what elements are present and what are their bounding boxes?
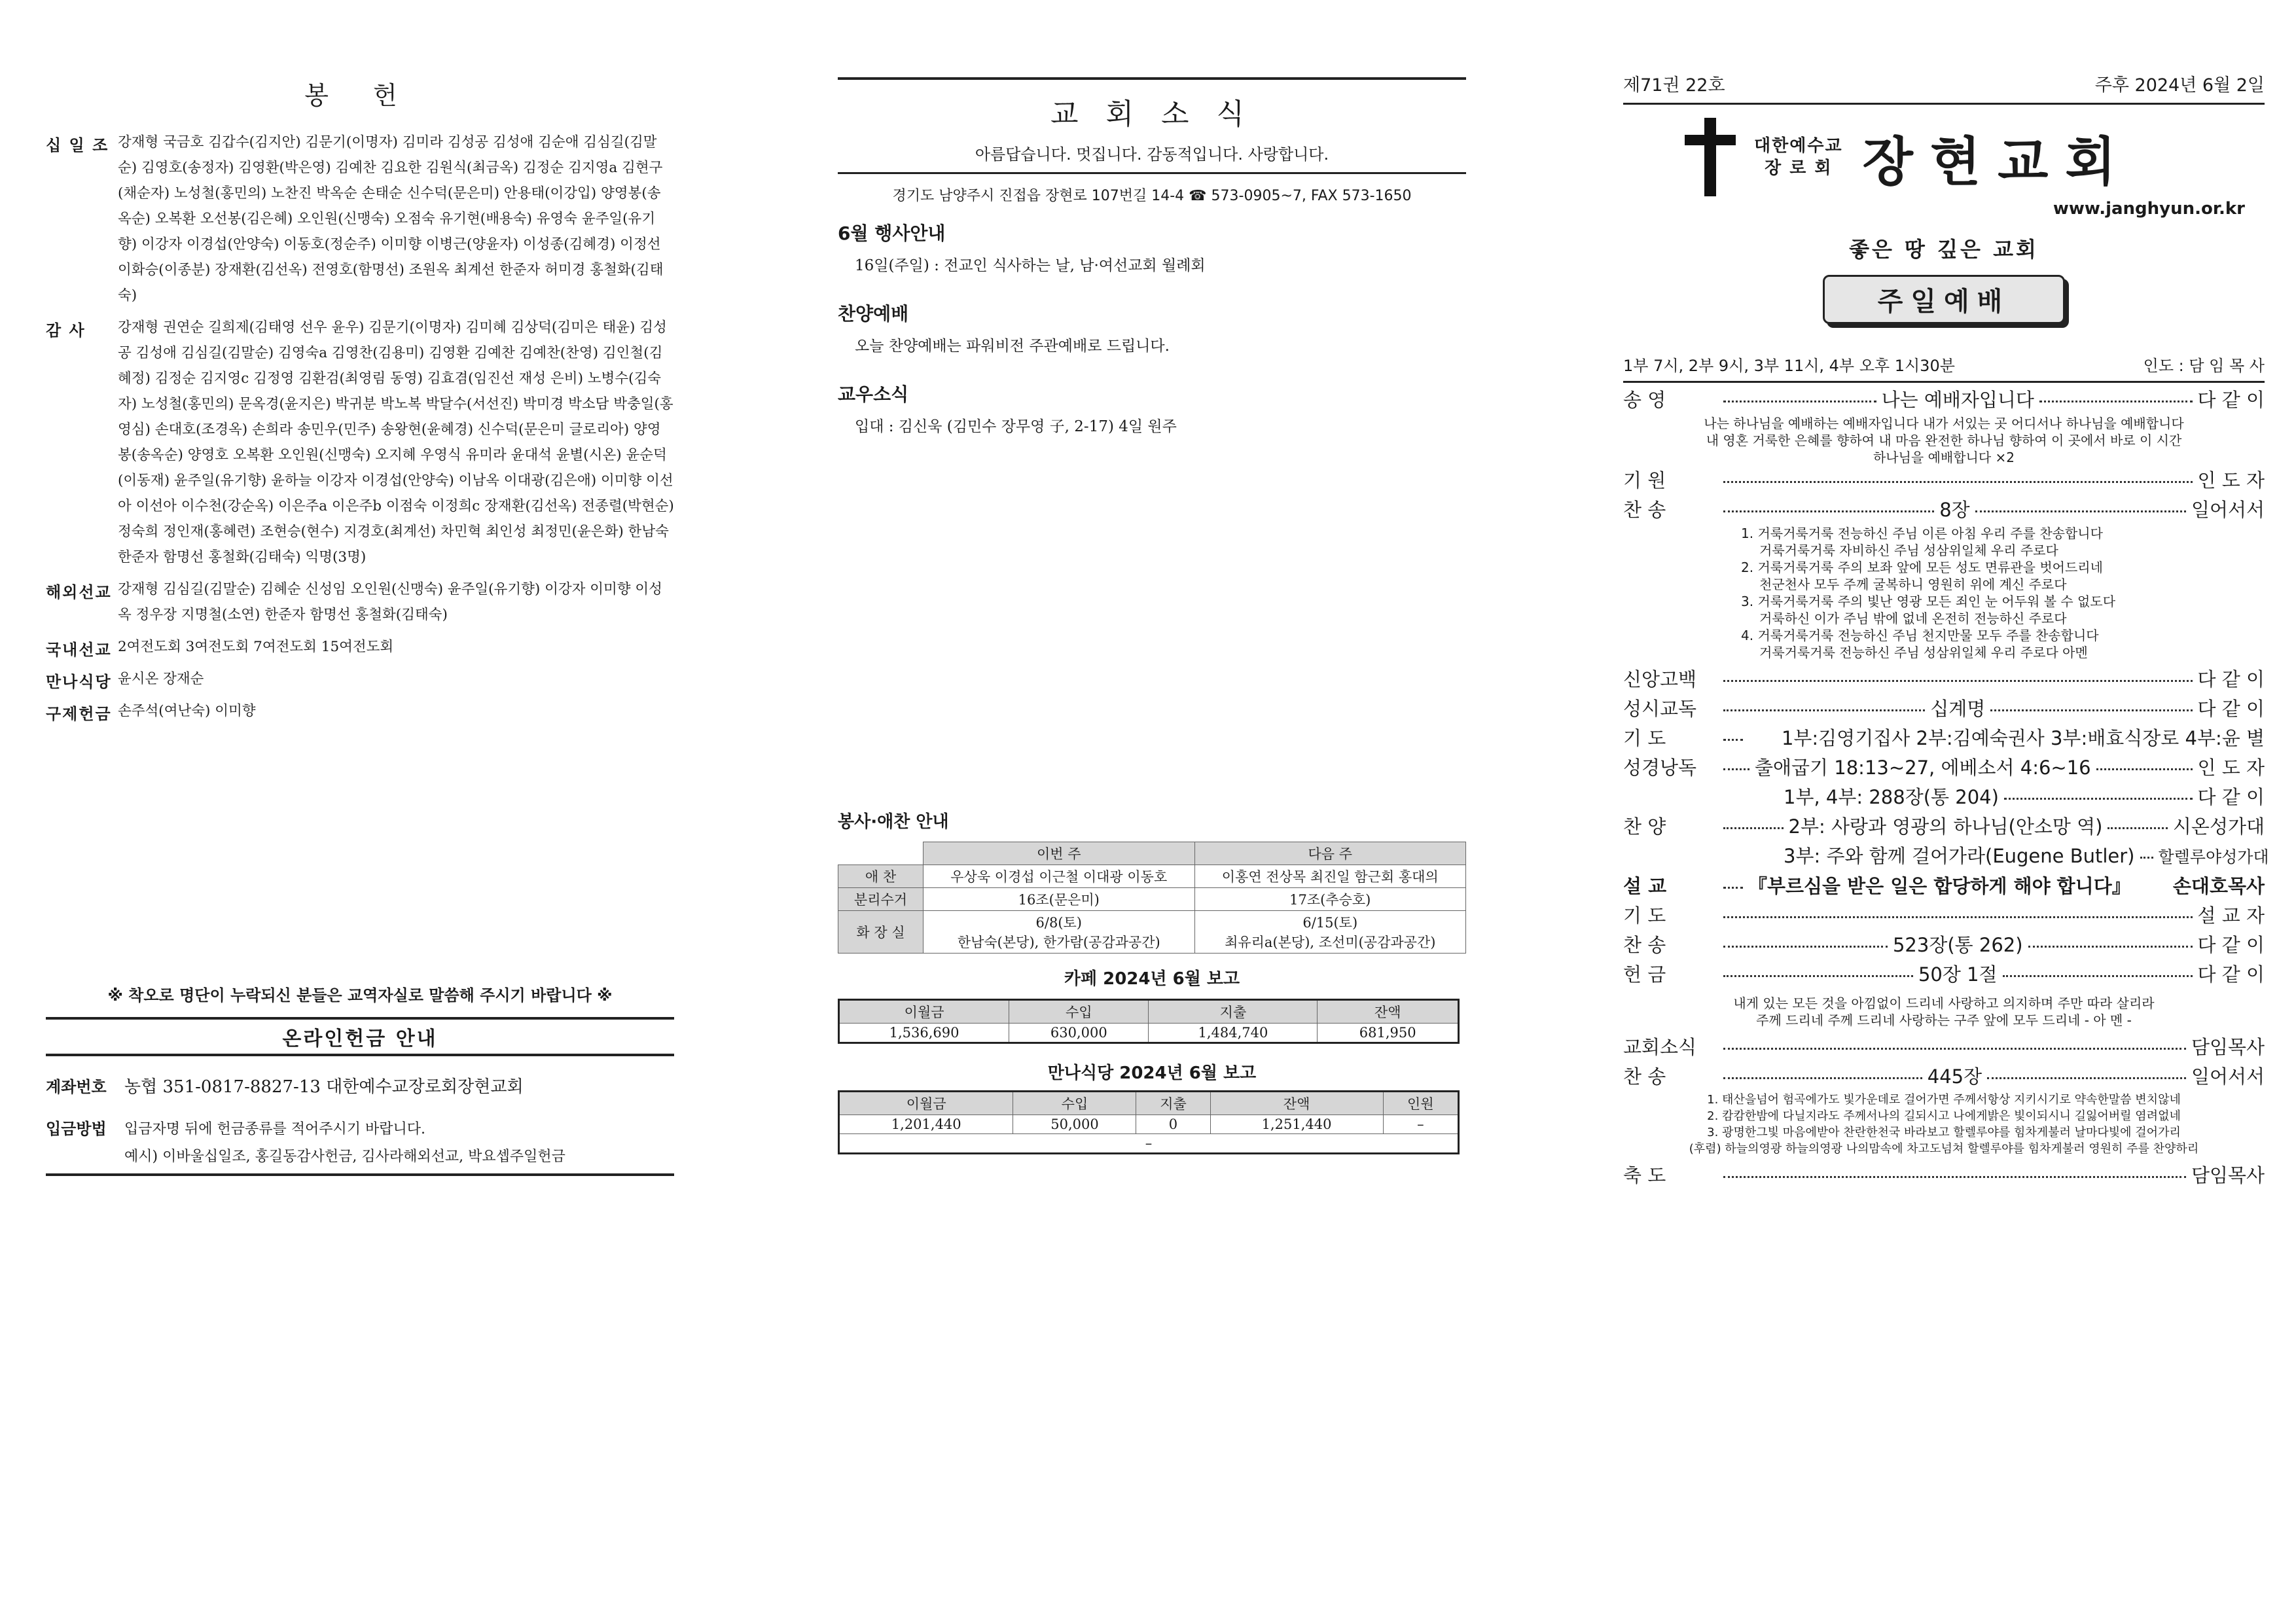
- offering-tithe: [46, 130, 674, 308]
- order-label: 설 교: [1623, 875, 1667, 897]
- col-header: 수입: [1013, 1092, 1136, 1115]
- cell-date: 6/15(토): [1302, 915, 1358, 931]
- offering-label: 구제헌금: [46, 705, 112, 723]
- worship-column: [1623, 0, 2269, 1190]
- order-label: 헌 금: [1623, 963, 1666, 986]
- offering-label: 해외선교: [46, 583, 112, 601]
- lyrics-line: 2. 캄캄한밤에 다닐지라도 주께서나의 길되시고 나에게밝은 빛이되시니 길잃어버릴 염려없네: [1707, 1109, 2181, 1123]
- order-item: [1623, 901, 2265, 931]
- divider: [1623, 103, 2265, 105]
- worship-title: 주일예배: [1823, 275, 2065, 324]
- members-heading: 교우소식: [838, 383, 909, 405]
- offering-names: 강재형 국금호 김갑수(김지안) 김문기(이명자) 김미라 김성공 김성애 김순애 김심길(김말순) 김영호(송정자) 김영환(박은영) 김예찬 김요한 김원식(최금옥) 김정순 김지영a 김현구(채순자) 노성철(홍민의) 노찬진 박옥순 손태순 신수덕(문은미) 안용태(이강입) 양영봉(송옥순) 오복환 오선봉(김은혜) 오인원(신맹숙) 오점숙 유기현(배용숙) 유영숙 윤주일(유기향) 이강자 이경섭(안양숙) 이동호(정순주) 이미향 이병근(양윤자) 이성종(김혜경) 이정선 이화승(이종분) 장재환(김선옥) 전영호(함명선) 조원옥 최계선 한준자 허미경 홍철화(김태숙): [118, 134, 664, 304]
- order-label: 송 영: [1623, 389, 1666, 411]
- issue-header: [1623, 71, 2265, 96]
- offering-domestic: [46, 634, 674, 660]
- table-cell: 681,950: [1318, 1024, 1459, 1043]
- denomination: [1754, 135, 1843, 179]
- divider: [838, 172, 1466, 174]
- service-times-row: [1623, 353, 2265, 376]
- offering-manna: [46, 666, 674, 692]
- table-cell: 1,201,440: [839, 1115, 1013, 1134]
- order-who: 다 같 이: [2197, 698, 2265, 720]
- manna-report-table: [838, 1090, 1460, 1154]
- church-name: 장현교회: [1862, 130, 2133, 192]
- praise-heading: 찬양예배: [838, 303, 909, 325]
- issue-date: 주후 2024년 6월 2일: [2094, 75, 2265, 96]
- omission-notice: ※ 착오로 명단이 누락되신 분들은 교역자실로 말씀해 주시기 바랍니다 ※: [107, 986, 613, 1005]
- order-item: [1623, 665, 2265, 694]
- order-item: [1623, 842, 2269, 872]
- order-label: 기 원: [1623, 469, 1666, 491]
- sermon-title: 『부르심을 받은 일은 합당하게 해야 합니다』: [1748, 875, 2131, 897]
- order-item: [1623, 466, 2265, 495]
- cross-icon: [1676, 118, 1748, 196]
- order-title: 3부: 주와 함께 걸어가라(Eugene Butler): [1784, 845, 2135, 867]
- lyrics-line: 2. 거룩거룩거룩 주의 보좌 앞에 모든 성도 면류관을 벗어드리네: [1741, 560, 2103, 575]
- lyrics-line: 3. 거룩거룩거룩 주의 빛난 영광 모든 죄인 눈 어두워 볼 수 없도다: [1741, 594, 2116, 609]
- order-item: [1623, 931, 2265, 960]
- order-item: [1623, 960, 2265, 990]
- cafe-report-table: [838, 999, 1460, 1044]
- deposit-method-label: 입금방법: [46, 1120, 107, 1138]
- news-title: 교 회 소 식: [1050, 98, 1253, 131]
- cell-names: 한남숙(본당), 한가람(공감과공간): [957, 935, 1160, 950]
- cafe-report-title: 카페 2024년 6월 보고: [1064, 969, 1240, 989]
- order-who: 인 도 자: [2197, 469, 2265, 491]
- order-title: 1부, 4부: 288장(통 204): [1784, 786, 1999, 808]
- offering-list: [46, 130, 674, 724]
- events-body: 16일(주일) : 전교인 식사하는 날, 남·여선교회 월례회: [855, 257, 1206, 274]
- order-label: 교회소식: [1623, 1036, 1697, 1058]
- table-cell: 630,000: [1009, 1024, 1149, 1043]
- offering-names: 손주석(여난숙) 이미향: [118, 703, 256, 719]
- divider: [838, 77, 1466, 80]
- offering-label: 만나식당: [46, 673, 112, 691]
- order-title: 십계명: [1930, 698, 1986, 720]
- offering-title: 봉 헌: [304, 81, 416, 110]
- service-times: 1부 7시, 2부 9시, 3부 11시, 4부 오후 1시30분: [1623, 357, 1955, 375]
- denomination-line: 장 로 회: [1765, 158, 1833, 178]
- lyrics-line: 내 영혼 거룩한 은혜를 향하여 내 마음 완전한 하나님 향하여 이 곳에서 바로 이 시간: [1706, 433, 2182, 448]
- col-header: 지출: [1149, 1000, 1318, 1024]
- order-who: 일어서서: [2191, 499, 2265, 521]
- table-cell: [924, 911, 1195, 954]
- order-of-worship: [1623, 385, 2269, 1190]
- lyrics-line: 천군천사 모두 주께 굴복하니 영원히 위에 계신 주로다: [1759, 577, 2067, 592]
- row-label: 분리수거: [838, 888, 924, 911]
- lyrics-line: 3. 광명한그빛 마음에받아 찬란한천국 바라보고 할렐루야를 힘차게불러 날마다빛에 걸어가리: [1707, 1126, 2181, 1139]
- deposit-method-example: 예시) 이바울십일조, 홍길동감사헌금, 김사라해외선교, 박요셉주일헌금: [124, 1149, 565, 1165]
- offering-overseas: [46, 577, 674, 628]
- order-title: 445장: [1927, 1065, 1982, 1088]
- order-title: 출애굽기 18:13~27, 에베소서 4:6~16: [1755, 757, 2091, 779]
- order-item: [1623, 385, 2265, 415]
- manna-report-title: 만나식당 2024년 6월 보고: [1047, 1063, 1257, 1083]
- service-title: 봉사·애찬 안내: [838, 812, 949, 832]
- order-title: 2부: 사랑과 영광의 하나님(안소망 역): [1788, 815, 2103, 838]
- lyrics-line: 1. 거룩거룩거룩 전능하신 주님 이른 아침 우리 주를 찬송합니다: [1741, 526, 2103, 541]
- order-item: [1623, 783, 2265, 812]
- order-who: 담임목사: [2191, 1164, 2265, 1186]
- row-label: 화 장 실: [838, 911, 924, 954]
- order-who: 다 같 이: [2197, 963, 2265, 986]
- order-label: 찬 송: [1623, 934, 1666, 956]
- col-header: 잔액: [1318, 1000, 1459, 1024]
- divider: [1623, 381, 2265, 383]
- col-next-week: 다음 주: [1194, 842, 1466, 865]
- table-cell: 1,484,740: [1149, 1024, 1318, 1043]
- order-title: 8장: [1939, 499, 1970, 521]
- offering-thanks: [46, 315, 674, 570]
- volume-number: 제71권 22호: [1623, 75, 1725, 96]
- order-label: 축 도: [1623, 1164, 1666, 1186]
- order-item: [1623, 1161, 2265, 1190]
- cell-names: 최유리a(본당), 조선미(공감과공간): [1225, 935, 1436, 950]
- church-logo: [1623, 118, 2265, 196]
- col-header: 이월금: [839, 1092, 1013, 1115]
- order-who: 다 같 이: [2197, 668, 2265, 690]
- order-item: [1623, 724, 2265, 753]
- offering-names: 강재형 김심길(김말순) 김혜순 신성임 오인원(신맹숙) 윤주일(유기향) 이강자 이미향 이성옥 정우장 지명철(소연) 한준자 함명선 홍철화(김태숙): [118, 581, 662, 623]
- lyrics-line: (후렴) 하늘의영광 하늘의영광 나의맘속에 차고도넘쳐 할렐루야를 힘차게불러 영원히 주를 찬양하리: [1689, 1142, 2199, 1156]
- deposit-method-text: [124, 1116, 565, 1171]
- lyrics-line: 내게 있는 모든 것을 아낌없이 드리네 사랑하고 의지하며 주만 따라 살리라: [1733, 995, 2155, 1011]
- account-number: 농협 351-0817-8827-13 대한예수교장로회장현교회: [124, 1077, 524, 1097]
- col-header: 인원: [1383, 1092, 1458, 1115]
- order-label: 찬 송: [1623, 499, 1666, 521]
- order-label: 성경낭독: [1623, 757, 1697, 779]
- church-address: 경기도 남양주시 진접읍 장현로 107번길 14-4 ☎ 573-0905~7, FAX 573-1650: [892, 188, 1412, 204]
- offering-names: 강재형 권연순 길희제(김태영 선우 윤우) 김문기(이명자) 김미혜 김상덕(김미은 태윤) 김성공 김성애 김심길(김말순) 김영숙a 김영찬(김용미) 김영환 김예찬 김예찬(찬영) 김인철(김혜정) 김정순 김지영c 김정영 김환검(최영림 동영) 김효겸(임진선 재성 은비) 노병수(김숙자) 노성철(홍민의) 문옥경(윤지은) 박귀분 박노복 박달수(서선진) 박미경 박소담 박충일(홍영심) 손대호(조경옥) 손희라 송민우(민주) 송왕현(윤혜경) 신수덕(문은미 글로리아) 양영봉(송옥순) 양영호 오복환 오인원(신맹숙) 오지혜 우영식 유미라 윤대석 윤별(시온) 윤순덕(이동재) 윤주일(유기향) 윤하늘 이강자 이경섭(안양숙) 이남옥 이대광(김은애) 이미향 이선아 이선아 이수천(강순옥) 이은주a 이은주b 이점숙 이정희c 장재환(김선옥) 전종렬(박현순) 정숙희 정인재(홍혜련) 조현승(현수) 지경호(최계선) 차민혁 최인성 최정민(윤은화) 한남숙 한준자 함명선 홍철화(김태숙) 익명(3명): [118, 319, 674, 565]
- divider: [46, 1173, 674, 1176]
- online-offering-title: 온라인헌금 안내: [46, 1017, 674, 1056]
- lyrics-line: 거룩거룩거룩 전능하신 주님 성삼위일체 우리 주로다 아멘: [1759, 645, 2088, 660]
- order-item: [1623, 1033, 2265, 1062]
- table-cell: 16조(문은미): [924, 888, 1195, 911]
- service-section: [838, 808, 1466, 1154]
- order-item: [1623, 1062, 2265, 1092]
- table-cell: [1194, 911, 1466, 954]
- lyrics-line: 주께 드리네 주께 드리네 사랑하는 구주 앞에 모두 드리네 - 아 멘 -: [1756, 1012, 2132, 1028]
- order-label: 성시교독: [1623, 698, 1697, 720]
- order-item: [1623, 812, 2265, 842]
- offering-column: [46, 0, 674, 1176]
- table-cell: 50,000: [1013, 1115, 1136, 1134]
- church-url: www.janghyun.or.kr: [2053, 199, 2245, 219]
- lyrics-line: 1. 태산을넘어 험곡에가도 빛가운데로 걸어가면 주께서항상 지키시기로 약속한말씀 변치않네: [1707, 1093, 2181, 1107]
- order-label: 찬 양: [1623, 815, 1666, 838]
- order-who: 설 교 자: [2197, 904, 2265, 927]
- praise-body: 오늘 찬양예배는 파워비전 주관예배로 드립니다.: [855, 338, 1170, 355]
- order-who: 다 같 이: [2197, 786, 2265, 808]
- service-table: [838, 842, 1466, 954]
- order-item: [1623, 495, 2265, 525]
- table-cell: 1,251,440: [1210, 1115, 1383, 1134]
- order-title: 50장 1절: [1918, 963, 1998, 986]
- offering-relief: [46, 698, 674, 724]
- worship-leader: 인도 : 담 임 목 사: [2143, 357, 2265, 375]
- offering-label: 감 사: [46, 321, 86, 340]
- offering-label: 십 일 조: [46, 136, 109, 154]
- members-body: 입대 : 김신욱 (김민수 장무영 子, 2-17) 4일 원주: [855, 418, 1177, 435]
- church-slogan: 좋은 땅 깊은 교회: [1849, 237, 2039, 262]
- order-who: 할렐루야성가대: [2158, 847, 2269, 866]
- news-column: [838, 0, 1466, 1151]
- col-header: 수입: [1009, 1000, 1149, 1024]
- order-who: 다 같 이: [2197, 934, 2265, 956]
- order-who: 다 같 이: [2197, 389, 2265, 411]
- col-header: 지출: [1136, 1092, 1210, 1115]
- offering-label: 국내선교: [46, 641, 112, 659]
- table-cell: –: [839, 1134, 1459, 1154]
- table-cell: –: [1383, 1115, 1458, 1134]
- table-corner: [838, 842, 924, 865]
- order-title: 1부:김영기집사 2부:김예숙권사 3부:배효식장로 4부:윤 별: [1781, 727, 2265, 749]
- order-item: [1623, 872, 2265, 901]
- hymn-lyrics: [1623, 1092, 2265, 1157]
- order-title: 나는 예배자입니다: [1881, 389, 2034, 411]
- deposit-method-row: [46, 1116, 674, 1171]
- preacher: 손대호목사: [2172, 875, 2265, 897]
- order-who: 시온성가대: [2172, 815, 2265, 838]
- order-label: 찬 송: [1623, 1065, 1666, 1088]
- col-this-week: 이번 주: [924, 842, 1195, 865]
- order-who: 인 도 자: [2197, 757, 2265, 779]
- table-cell: 우상욱 이경섭 이근철 이대광 이동호: [924, 865, 1195, 888]
- table-cell: 0: [1136, 1115, 1210, 1134]
- table-cell: 17조(추승호): [1194, 888, 1466, 911]
- offering-names: 2여전도회 3여전도회 7여전도회 15여전도회: [118, 639, 394, 655]
- denomination-line: 대한예수교: [1754, 136, 1843, 156]
- events-heading: 6월 행사안내: [838, 223, 946, 244]
- order-label: 기 도: [1623, 727, 1666, 749]
- lyrics-line: 거룩거룩거룩 자비하신 주님 성삼위일체 우리 주로다: [1759, 543, 2058, 558]
- row-label: 애 찬: [838, 865, 924, 888]
- order-who: 일어서서: [2191, 1065, 2265, 1088]
- lyrics-line: 하나님을 예배합니다 ×2: [1873, 450, 2015, 465]
- table-cell: 이홍연 전상목 최진일 함근회 홍대의: [1194, 865, 1466, 888]
- order-item: [1623, 694, 2265, 724]
- hymn-lyrics: [1623, 525, 2265, 661]
- cell-date: 6/8(토): [1035, 915, 1082, 931]
- order-title: 523장(통 262): [1892, 934, 2023, 956]
- lyrics-line: 거룩하신 이가 주님 밖에 없네 온전히 전능하신 주로다: [1759, 611, 2067, 626]
- col-header: 잔액: [1210, 1092, 1383, 1115]
- col-header: 이월금: [839, 1000, 1009, 1024]
- deposit-method-line: 입금자명 뒤에 헌금종류를 적어주시기 바랍니다.: [124, 1121, 426, 1137]
- order-item: [1623, 753, 2265, 783]
- lyrics-line: 나는 하나님을 예배하는 예배자입니다 내가 서있는 곳 어디서나 하나님을 예배합니다: [1704, 416, 2184, 431]
- offering-names: 윤시온 장재순: [118, 671, 204, 687]
- account-label: 계좌번호: [46, 1078, 107, 1096]
- table-cell: 1,536,690: [839, 1024, 1009, 1043]
- order-who: 담임목사: [2191, 1036, 2265, 1058]
- news-subtitle: 아름답습니다. 멋집니다. 감동적입니다. 사랑합니다.: [975, 145, 1329, 164]
- lyrics-line: 4. 거룩거룩거룩 전능하신 주님 천지만물 모두 주를 찬송합니다: [1741, 628, 2099, 643]
- account-row: [46, 1073, 674, 1097]
- order-label: 신앙고백: [1623, 668, 1697, 690]
- order-label: 기 도: [1623, 904, 1666, 927]
